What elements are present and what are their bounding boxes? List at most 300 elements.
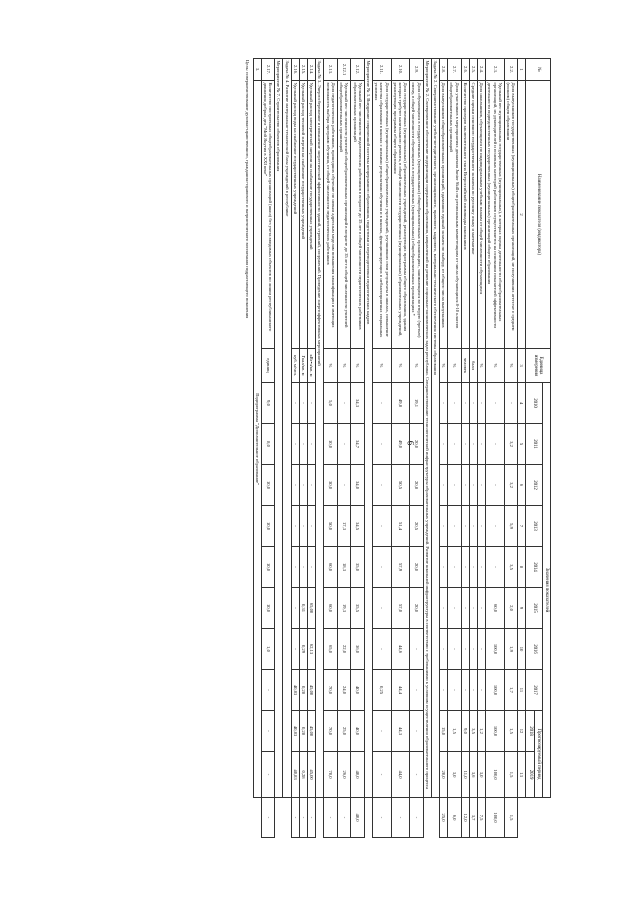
row-value: 3,2 — [504, 424, 517, 465]
row-indicator-name: Доля педагогических работников, прошедших обучение по новым адресным моделям повышения квалификации и имеющих возможность выбора программ обучения, от общей численности педагогических работников — [324, 81, 337, 349]
row-value: 20,0 — [410, 547, 423, 588]
row-value: 2,0 — [504, 588, 517, 629]
row-value: 18,3 — [337, 547, 350, 588]
row-value: 44,3 — [391, 711, 410, 752]
table-row — [291, 59, 299, 838]
row-value: - — [477, 424, 485, 465]
row-value: - — [372, 424, 391, 465]
row-value: - — [477, 383, 485, 424]
row-value: 45,00 — [308, 711, 316, 752]
row-value: - — [324, 798, 337, 838]
row-value: 5,9 — [504, 506, 517, 547]
row-indicator-name: Доля школьников, обучающихся по индивидуальным учебным планам от общей численности обучающихся — [477, 81, 485, 349]
row-value: 24,0 — [337, 670, 350, 711]
table-row — [469, 59, 477, 838]
row-value: 0,28 — [299, 711, 307, 752]
section-row — [364, 59, 372, 838]
header-forecast-year: 2019 — [526, 752, 534, 798]
row-indicator-name: Удельный вес численности педагогических работников в возрасте до 35 лет в общей численности педагогических работников образовательных организаций — [351, 81, 364, 349]
table-row — [372, 59, 391, 838]
table-row — [410, 59, 423, 838]
row-value: - — [261, 798, 274, 838]
row-value: 34,3 — [351, 383, 364, 424]
section-row — [316, 59, 324, 838]
row-value: 20,0 — [410, 588, 423, 629]
row-value: - — [477, 465, 485, 506]
table-row — [439, 59, 447, 838]
row-value: 20,5 — [410, 506, 423, 547]
row-number: 2.2. — [504, 59, 517, 81]
column-index-cell: 4 — [518, 383, 526, 424]
row-unit: единиц — [261, 349, 274, 383]
row-value: - — [337, 383, 350, 424]
row-value: 0,29 — [299, 629, 307, 670]
row-value: 40,83 — [291, 752, 299, 798]
row-value: 30,0 — [324, 465, 337, 506]
row-indicator-name: Удельный расход электрической энергии на снабжение государственных учреждений — [308, 81, 316, 349]
row-number: 2.5. — [469, 59, 477, 81]
row-value: - — [461, 465, 469, 506]
row-value: - — [261, 670, 274, 711]
row-number: 2.14. — [308, 59, 316, 81]
row-value: 100,0 — [486, 670, 505, 711]
row-indicator-name: Доля государственных (муниципальных) образовательных учреждений, реализующих программы общего образования, здания которых требуют капитального ремонта, в общей численности государственных (муниципальных) образовательных учреждений, реализующих программы общего образования — [391, 81, 410, 349]
row-value: 45,00 — [308, 752, 316, 798]
row-value: 70,0 — [324, 670, 337, 711]
row-value: 26,0 — [337, 752, 350, 798]
row-value: 40,83 — [291, 711, 299, 752]
row-value: 12,0 — [461, 798, 469, 838]
row-value: - — [477, 547, 485, 588]
row-value: 57,0 — [391, 588, 410, 629]
row-value: - — [372, 798, 391, 838]
header-indicator: Наименование показателя (индикатора) — [526, 81, 551, 349]
row-value: - — [410, 798, 423, 838]
row-value: - — [261, 711, 274, 752]
row-value: - — [486, 465, 505, 506]
row-value: - — [448, 588, 461, 629]
row-indicator-name: Удельный расход воды на снабжение государственных учреждений — [291, 81, 299, 349]
row-value: 10,0 — [261, 547, 274, 588]
column-index-cell: 5 — [518, 424, 526, 465]
header-forecast: Прогнозируемый период — [534, 711, 542, 798]
row-unit: % — [337, 349, 350, 383]
row-value: - — [372, 588, 391, 629]
row-value: - — [337, 465, 350, 506]
row-value: 20,0 — [439, 752, 447, 798]
header-year: 2017 — [526, 670, 542, 711]
row-indicator-name: Удельный вес численности учителей общеобразовательных организаций в возрасте до 35 лет в общей численности учителей общеобразовательных организаций — [337, 81, 350, 349]
row-number: 2.9. — [410, 59, 423, 81]
row-value: 40,0 — [351, 798, 364, 838]
row-value: 49,0 — [391, 424, 410, 465]
row-value: 65,00 — [308, 588, 316, 629]
row-value: 10,0 — [261, 465, 274, 506]
row-unit: куб. м/чел. — [291, 349, 299, 383]
row-indicator-name: Количество призеров заключительного этапа Всероссийской олимпиады школьников — [461, 81, 469, 349]
row-value: - — [291, 424, 299, 465]
row-value: 3,6 — [469, 752, 477, 798]
row-unit: Гкал/кв. м — [299, 349, 307, 383]
table-row — [308, 59, 316, 838]
row-value: 40,0 — [351, 670, 364, 711]
row-value: - — [469, 506, 477, 547]
row-value: - — [477, 629, 485, 670]
row-value: 1,9 — [504, 629, 517, 670]
row-value: - — [461, 670, 469, 711]
row-value: 8,0 — [261, 424, 274, 465]
row-value: 10,0 — [261, 506, 274, 547]
row-value: 22,0 — [337, 629, 350, 670]
header-year: 2014 — [526, 547, 542, 588]
row-value: 19,1 — [410, 383, 423, 424]
row-value: 49,8 — [391, 383, 410, 424]
row-value: - — [308, 383, 316, 424]
row-value: - — [372, 711, 391, 752]
row-indicator-name: Удельный вес муниципальных государственных (муниципальных), в которых оценка деятельности общеобразовательных организаций, их руководителей и основных категорий работников осуществляется на основании показателей эффективности деятельности подведомственных государственных (муниципальных) организаций общего образования — [486, 81, 505, 349]
row-value: - — [439, 670, 447, 711]
row-value: - — [439, 383, 447, 424]
row-value: - — [291, 383, 299, 424]
row-value: 35,0 — [351, 547, 364, 588]
row-value: 44,4 — [391, 670, 410, 711]
row-unit: % — [324, 349, 337, 383]
row-value: - — [410, 670, 423, 711]
row-value: - — [486, 424, 505, 465]
row-value: - — [308, 465, 316, 506]
header-year: 2016 — [526, 629, 542, 670]
row-number: 2.16. — [291, 59, 299, 81]
row-number: 2.10. — [391, 59, 410, 81]
row-value: 0,25 — [372, 670, 391, 711]
row-value: - — [299, 383, 307, 424]
row-value: - — [477, 506, 485, 547]
row-value: - — [291, 629, 299, 670]
row-indicator-name: Средние оценки основного государственного экзамена по русскому языку и математике — [469, 81, 477, 349]
row-value: 3,0 — [477, 752, 485, 798]
row-value: - — [372, 629, 391, 670]
row-value: 3,0 — [448, 752, 461, 798]
section-row — [423, 59, 431, 838]
row-value: - — [439, 424, 447, 465]
subprogram-row — [253, 59, 261, 838]
rotated-document-table — [121, 58, 551, 838]
row-value: 1,7 — [504, 670, 517, 711]
row-indicator-name: Доля государственных (муниципальных) общеобразовательных учреждений, улучшивших свои результаты в школах, повышение качества образования в школах с низкими результатами обучения и в школах, функционирующих в неблагоприятных социальных условиях — [372, 81, 391, 349]
table-row — [261, 59, 274, 838]
row-value: 3,5 — [504, 547, 517, 588]
row-value: - — [486, 383, 505, 424]
row-value: 1,2 — [477, 711, 485, 752]
row-unit: % — [351, 349, 364, 383]
row-number: 2.17. — [261, 59, 274, 81]
row-unit: % — [477, 349, 485, 383]
row-value: 9,0 — [461, 711, 469, 752]
section-row — [431, 59, 439, 838]
row-unit: человек — [461, 349, 469, 383]
row-value: 1,5 — [504, 752, 517, 798]
row-value: - — [261, 752, 274, 798]
table-row — [486, 59, 505, 838]
row-value: 1,5 — [504, 711, 517, 752]
row-value: - — [410, 752, 423, 798]
row-value: 35,5 — [351, 588, 364, 629]
table-row — [461, 59, 469, 838]
footer-row — [243, 59, 253, 838]
row-number: 2.7. — [448, 59, 461, 81]
row-value: - — [291, 798, 299, 838]
row-value: 15,0 — [439, 711, 447, 752]
row-value: - — [448, 424, 461, 465]
column-index-cell: 1 — [518, 59, 526, 81]
row-value: 1,0 — [261, 629, 274, 670]
subprogram-title: Подпрограмма "Дополнительное образование" — [253, 81, 261, 798]
row-value: - — [337, 424, 350, 465]
column-index-cell: 12 — [518, 711, 526, 752]
row-unit: балл — [469, 349, 477, 383]
row-value: 20,8 — [410, 465, 423, 506]
row-value: - — [477, 670, 485, 711]
column-index-cell: 3 — [518, 349, 526, 383]
row-value: 34,5 — [351, 506, 364, 547]
column-index-cell: 6 — [518, 465, 526, 506]
row-value: - — [448, 629, 461, 670]
row-number: 2.12. — [351, 59, 364, 81]
table-row — [391, 59, 410, 838]
header-unit: Единица измерения — [526, 349, 551, 383]
row-unit: % — [372, 349, 391, 383]
row-value: - — [448, 383, 461, 424]
row-value: - — [291, 506, 299, 547]
table-row — [351, 59, 364, 838]
section-text: Задача № 3. Энергосбережение и повышение энергетической эффективности зданий, строений, сооружений. Проведение энергоэффективных мероприятий — [316, 59, 324, 798]
row-value: 1,5 — [504, 798, 517, 838]
row-value: - — [337, 798, 350, 838]
section-text: Задача № 2. Совершенствование учебно-методического, организационного, правового, кадрового, материально-технического обеспечения системы образования — [431, 59, 439, 798]
row-value: - — [439, 629, 447, 670]
row-unit: % — [486, 349, 505, 383]
row-value: - — [461, 383, 469, 424]
row-value: - — [372, 465, 391, 506]
row-value: 100,0 — [486, 798, 505, 838]
column-index-cell: 10 — [518, 629, 526, 670]
row-unit: % — [448, 349, 461, 383]
row-value: - — [410, 711, 423, 752]
row-value: 60,0 — [486, 588, 505, 629]
row-value: 20,0 — [410, 424, 423, 465]
row-value: 70,0 — [324, 711, 337, 752]
row-value: - — [461, 506, 469, 547]
row-value: - — [439, 465, 447, 506]
row-value: - — [469, 670, 477, 711]
footer-goal-text: Цель: совершенствование духовно-нравственного, гражданско-правового и патриотического воспитания подрастающего поколения — [244, 60, 250, 319]
section-row — [283, 59, 291, 838]
row-value: - — [469, 629, 477, 670]
row-value: - — [448, 506, 461, 547]
row-value: 10,0 — [261, 588, 274, 629]
row-indicator-name: Удельный расход тепловой энергии на снабжение государственных учреждений — [299, 81, 307, 349]
row-value: - — [372, 752, 391, 798]
column-index-cell: 8 — [518, 547, 526, 588]
row-value: 3,5 — [469, 711, 477, 752]
row-value: - — [448, 670, 461, 711]
row-unit: кВт•ч/кв. м — [308, 349, 316, 383]
row-value: 100,0 — [486, 629, 505, 670]
row-value: 50,5 — [391, 465, 410, 506]
row-value: - — [308, 506, 316, 547]
row-value: 0,31 — [299, 588, 307, 629]
row-value: - — [299, 798, 307, 838]
row-value: - — [372, 547, 391, 588]
row-number: 2.8. — [439, 59, 447, 81]
row-value: - — [469, 547, 477, 588]
row-value: - — [308, 547, 316, 588]
row-value: - — [448, 465, 461, 506]
row-unit: % — [504, 349, 517, 383]
row-value: 45,00 — [308, 670, 316, 711]
page-number: 6 — [405, 440, 416, 446]
indicators-table — [243, 58, 551, 838]
header-year: 2013 — [526, 506, 542, 547]
row-value: - — [308, 424, 316, 465]
row-value: 65,0 — [324, 629, 337, 670]
row-value: - — [291, 547, 299, 588]
row-number: 2.4. — [477, 59, 485, 81]
row-number: 2.12.1 — [337, 59, 350, 81]
section-text: Задача № 4. Развитие материально-технической базы учреждений в республике — [283, 59, 291, 798]
column-index-cell: 11 — [518, 670, 526, 711]
section-row — [275, 59, 283, 838]
row-value: - — [372, 383, 391, 424]
row-value: - — [291, 588, 299, 629]
row-number: 2.3. — [486, 59, 505, 81]
row-value: - — [461, 547, 469, 588]
row-value: 44,0 — [391, 752, 410, 798]
row-indicator-name: Доля выпускников государственных (муниципальных) общеобразовательных организаций, не получивших аттестат о среднем (полном) общем образовании — [504, 81, 517, 349]
section-text: Мероприятие № 7. Строительство объектов образования — [275, 59, 283, 798]
row-value: 0,28 — [299, 752, 307, 798]
subprogram-number: 3. — [253, 59, 261, 81]
row-value: - — [291, 465, 299, 506]
row-value: 40,0 — [351, 711, 364, 752]
row-value: - — [410, 629, 423, 670]
header-forecast-year: 2018 — [526, 711, 534, 752]
row-value: 60,0 — [324, 588, 337, 629]
row-value: 40,0 — [351, 752, 364, 798]
row-value: - — [461, 424, 469, 465]
table-row — [299, 59, 307, 838]
row-value: 100,0 — [486, 711, 505, 752]
row-value: - — [439, 547, 447, 588]
row-value: - — [469, 588, 477, 629]
row-value: - — [439, 588, 447, 629]
table-row — [337, 59, 350, 838]
row-number: 2.15. — [299, 59, 307, 81]
row-value: - — [486, 506, 505, 547]
row-value: - — [469, 465, 477, 506]
row-value: 10,0 — [324, 424, 337, 465]
header-year: 2015 — [526, 588, 542, 629]
row-value: 0,28 — [299, 670, 307, 711]
row-value: - — [372, 506, 391, 547]
column-index-cell: 2 — [518, 81, 526, 349]
row-unit: % — [410, 349, 423, 383]
row-value: - — [461, 588, 469, 629]
row-value: - — [308, 798, 316, 838]
row-value: 36,0 — [351, 629, 364, 670]
row-value: 57,9 — [391, 547, 410, 588]
row-value: - — [299, 547, 307, 588]
header-num: № — [526, 59, 551, 81]
row-value: - — [461, 629, 469, 670]
row-value: 17,3 — [337, 506, 350, 547]
row-value: 70,0 — [324, 752, 337, 798]
header-year: 2012 — [526, 465, 542, 506]
row-indicator-name: Доля участников в мероприятиях движения Junior Skills по региональным компетенциям от числа обучающихся 8-10 классов общеобразовательных организаций — [448, 81, 461, 349]
row-value: 7,5 — [477, 798, 485, 838]
row-value: - — [299, 424, 307, 465]
row-value: 51,4 — [391, 506, 410, 547]
row-value: - — [486, 547, 505, 588]
section-text: Мероприятие № 2. Своевременное обеспечение модернизации содержания образования, направленной на решение социально-экономических задач республики. Совершенствование технологической инфраструктуры образовательных учреждений. Развитие школьной инфраструктуры в соответствии с требованиями к условиям осуществления образовательного процесса — [423, 59, 431, 798]
row-indicator-name: Количество построенных общеобразовательных организаций (школ) без учета вводимых объектов по линии республиканского движения добрых дел "Мой Якутия в XXI веке" — [261, 81, 274, 349]
table-row — [324, 59, 337, 838]
row-value: 40,83 — [291, 670, 299, 711]
row-value: - — [299, 465, 307, 506]
row-value: - — [391, 798, 410, 838]
row-number: 2.13. — [324, 59, 337, 81]
column-index-cell: 13 — [518, 752, 526, 798]
row-value: - — [477, 588, 485, 629]
header-values-group: Значения показателей — [542, 383, 550, 798]
row-value: 34,7 — [351, 424, 364, 465]
table-row — [477, 59, 485, 838]
row-number: 2.6. — [461, 59, 469, 81]
row-indicator-name: Доля обучающихся в государственных (муниципальных) общеобразовательных организациях, занимающихся во вторую (третью) смену, в общей численности обучающихся в государственных (муниципальных) общеобразовательных организациях * — [410, 81, 423, 349]
row-indicator-name: Доля выпускников общеобразовательных организаций, сдававших единый экзамен по выбору, от общего числа выпускников — [439, 81, 447, 349]
row-value: 50,0 — [324, 506, 337, 547]
table-row — [448, 59, 461, 838]
row-value: 6,0 — [448, 798, 461, 838]
row-value: 25,0 — [439, 798, 447, 838]
row-value: 5,0 — [324, 383, 337, 424]
row-value: 62,13 — [308, 629, 316, 670]
row-value: - — [504, 383, 517, 424]
row-value: 11,0 — [461, 752, 469, 798]
table-row — [504, 59, 517, 838]
row-value: - — [469, 383, 477, 424]
row-value: 19,3 — [337, 588, 350, 629]
header-year: 2010 — [526, 383, 542, 424]
row-value: 3,2 — [504, 465, 517, 506]
row-value: - — [439, 506, 447, 547]
row-unit: % — [391, 349, 410, 383]
column-index-cell: 7 — [518, 506, 526, 547]
row-unit: % — [439, 349, 447, 383]
row-number: 2.11. — [372, 59, 391, 81]
row-value: 9,0 — [261, 383, 274, 424]
row-value: 34,0 — [351, 465, 364, 506]
section-text: Мероприятие № 3. Внедрение современной системы непрерывного образования, подготовки и переподготовки педагогических кадров — [364, 59, 372, 798]
header-year: 2011 — [526, 424, 542, 465]
row-value: - — [299, 506, 307, 547]
row-value: 25,0 — [337, 711, 350, 752]
row-value: 3,7 — [469, 798, 477, 838]
row-value: - — [448, 547, 461, 588]
row-value: 1,5 — [448, 711, 461, 752]
row-value: 100,0 — [486, 752, 505, 798]
row-value: 44,6 — [391, 629, 410, 670]
